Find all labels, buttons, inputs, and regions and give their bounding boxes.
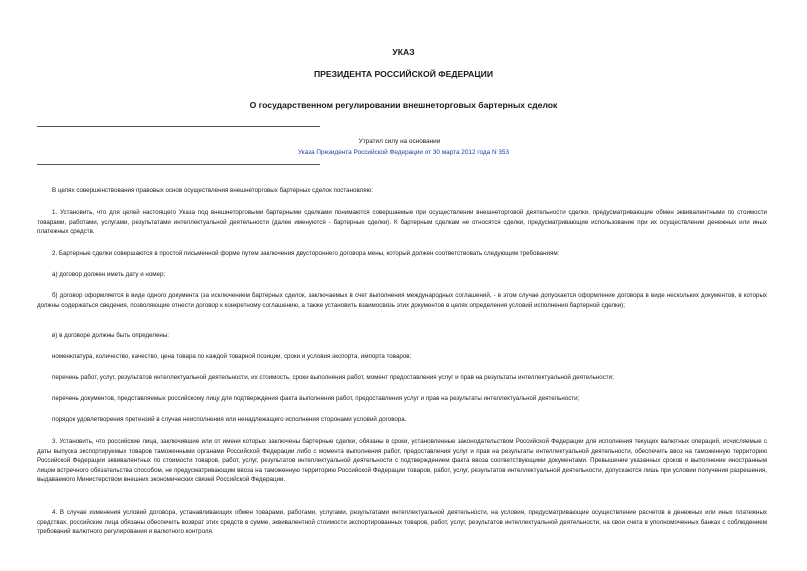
preamble-paragraph: В целях совершенствования правовых основ осуществления внешнеторговых бартерных сделок постановляю: <box>52 187 373 194</box>
decree-title: УКАЗ <box>392 47 415 57</box>
decree-issuer: ПРЕЗИДЕНТА РОССИЙСКОЙ ФЕДЕРАЦИИ <box>313 69 494 79</box>
paragraph-3: 3. Установить, что российские лица, заключившие или от имени которых заключены бартерные сделки, обязаны в сроки, установленные законодательством Российской Федерации для исполнения текущих валютных операций, исчисляемые с даты выпуска экспортируемых товаров таможенными органами Российской Федерации либо с момента выполнения работ, предоставления услуг и прав на результаты интеллектуальной деятельности, обеспечить ввоз на таможенную территорию Российской Федерации эквивалентных по стоимости товаров, работ, услуг, результатов интеллектуальной деятельности с подтверждением факта ввоза соответствующими документами. Превышение указанных сроков и выполнение иностранным лицом встречного обязательства способом, не предусматривающим ввоза на таможенную территорию Российской Федерации товаров, работ, услуг, результатов интеллектуальной деятельности, допускаются лишь при условии получения разрешения, выдаваемого Министерством внешних экономических связей Российской Федерации. <box>37 438 767 484</box>
paragraph-1: 1. Установить, что для целей настоящего Указа под внешнеторговыми бартерными сделками понимаются совершаемые при осуществлении внешнеторговой деятельности сделки, предусматривающие обмен эквивалентными по стоимости товарами, работами, услугами, результатами интеллектуальной деятельности (далее именуются - бартерные сделки). К бартерным сделкам не относятся сделки, предусматривающие использование при их осуществлении денежных или иных платежных средств. <box>37 209 767 236</box>
paragraph-2v-item-1: номенклатура, количество, качество, цена товара по каждой товарной позиции, сроки и условия экспорта, импорта товаров; <box>52 353 412 360</box>
divider-bottom <box>37 164 320 165</box>
divider-top <box>37 126 320 127</box>
paragraph-2v-item-4: порядок удовлетворения претензий в случае неисполнения или ненадлежащего исполнения сторонами условий договора. <box>52 416 407 423</box>
paragraph-4: 4. В случае изменения условий договора, устанавливающих обмен товарами, работами, услугами, результатами интеллектуальной деятельности, на условия, предусматривающие осуществление расчетов в денежных или иных платежных средствах, российские лица обязаны обеспечить возврат этих средств в сумме, эквивалентной стоимости экспортированных товаров, работ, услуг, результатов интеллектуальной деятельности, на свои счета в уполномоченных банках с соблюдением требований валютного регулирования и валютного контроля. <box>37 509 767 536</box>
status-link-row <box>0 149 807 156</box>
decree-subject: О государственном регулировании внешнеторговых бартерных сделок <box>249 100 558 110</box>
paragraph-2b: б) договор оформляется в виде одного документа (за исключением бартерных сделок, заключаемых в счет выполнения международных соглашений, - в этом случае допускается оформление договора в виде нескольких документов, в которых должны содержаться сведения, позволяющие отнести договор к конкретному соглашению, а также установить взаимосвязь этих документов в целях определения условий исполнения бартерной сделки); <box>37 292 767 309</box>
status-note <box>0 138 807 145</box>
paragraph-2: 2. Бартерные сделки совершаются в простой письменной форме путем заключения двустороннего договора мены, который должен соответствовать следующим требованиям: <box>52 250 560 257</box>
paragraph-2v-item-2: перечень работ, услуг, результатов интеллектуальной деятельности, их стоимость, сроки выполнения работ, момент предоставления услуг и прав на результаты интеллектуальной деятельности; <box>52 374 614 381</box>
repeal-decree-link[interactable]: Указа Президента Российской Федерации от 30 марта 2012 года N 353 <box>297 149 510 156</box>
status-text: Утратил силу на основании <box>358 138 441 145</box>
paragraph-2v: в) в договоре должны быть определены: <box>52 332 169 339</box>
paragraph-2a: а) договор должен иметь дату и номер; <box>52 271 166 278</box>
paragraph-2v-item-3: перечень документов, представляемых российскому лицу для подтверждения факта выполнения работ, предоставления услуг и прав на результаты интеллектуальной деятельности; <box>52 395 580 402</box>
